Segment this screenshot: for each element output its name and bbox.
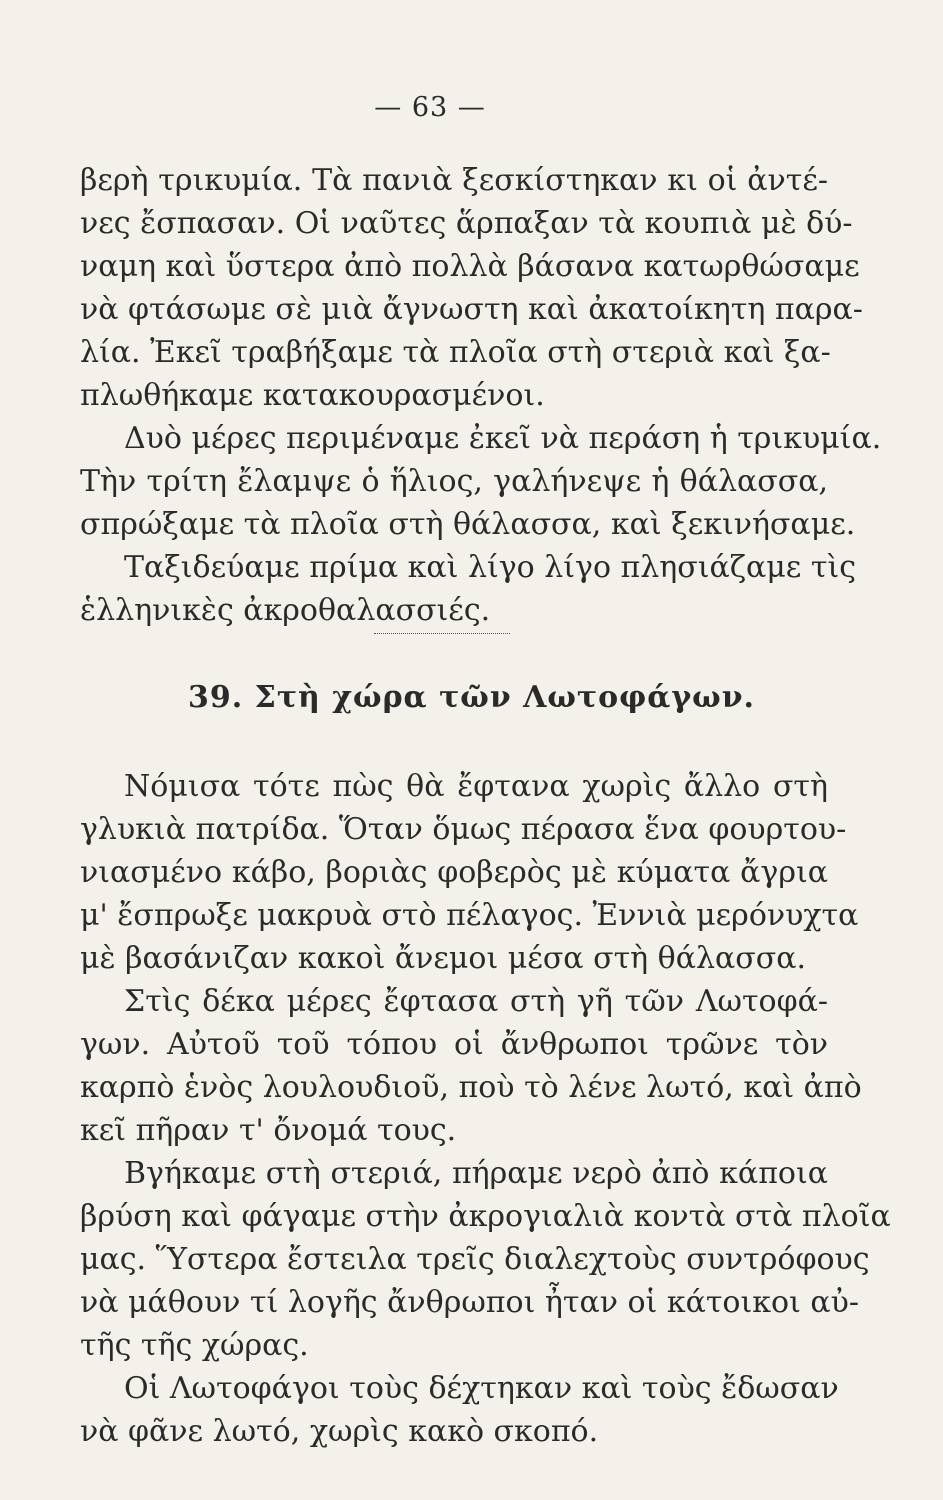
- text-line: γλυκιὰ πατρίδα. Ὅταν ὅμως πέρασα ἕνα φουρτου-: [80, 812, 847, 847]
- section-separator: [374, 633, 510, 634]
- chapter-title: 39. Στὴ χώρα τῶν Λωτοφάγων.: [188, 680, 755, 715]
- text-line: σπρώξαμε τὰ πλοῖα στὴ θάλασσα, καὶ ξεκινήσαμε.: [80, 507, 856, 542]
- text-line: ναμη καὶ ὕστερα ἀπὸ πολλὰ βάσανα κατωρθώσαμε: [80, 249, 860, 284]
- text-line: Ταξιδεύαμε πρίμα καὶ λίγο λίγο πλησιάζαμε τὶς: [124, 550, 857, 585]
- text-line: Δυὸ μέρες περιμέναμε ἐκεῖ νὰ περάση ἡ τρικυμία.: [124, 421, 882, 456]
- text-line: βρύση καὶ φάγαμε στὴν ἀκρογιαλιὰ κοντὰ στὰ πλοῖα: [80, 1199, 891, 1234]
- text-line: μὲ βασάνιζαν κακοὶ ἄνεμοι μέσα στὴ θάλασσα.: [80, 941, 807, 976]
- text-line: κεῖ πῆραν τ' ὄνομά τους.: [80, 1113, 457, 1148]
- text-line: Βγήκαμε στὴ στεριά, πήραμε νερὸ ἀπὸ κάποια: [124, 1156, 828, 1191]
- text-line: μ' ἔσπρωξε μακρυὰ στὸ πέλαγος. Ἐννιὰ μερόνυχτα: [80, 898, 859, 933]
- text-line: νὰ φᾶνε λωτό, χωρὶς κακὸ σκοπό.: [80, 1414, 599, 1449]
- text-line: Νόμισα τότε πὼς θὰ ἔφτανα χωρὶς ἄλλο στὴ: [124, 769, 828, 804]
- text-line: νιασμένο κάβο, βοριὰς φοβερὸς μὲ κύματα ἄγρια: [80, 855, 828, 890]
- text-line: νὰ μάθουν τί λογῆς ἄνθρωποι ἦταν οἱ κάτοικοι αὐ-: [80, 1285, 860, 1320]
- text-line: πλωθήκαμε κατακουρασμένοι.: [80, 378, 545, 413]
- text-line: λία. Ἐκεῖ τραβήξαμε τὰ πλοῖα στὴ στεριὰ καὶ ξα-: [80, 335, 831, 370]
- text-line: μας. Ὕστερα ἔστειλα τρεῖς διαλεχτοὺς συντρόφους: [80, 1242, 870, 1277]
- text-line: ἑλληνικὲς ἀκροθαλασσιές.: [80, 593, 491, 628]
- text-line: γων. Αὐτοῦ τοῦ τόπου οἱ ἄνθρωποι τρῶνε τὸν: [80, 1027, 828, 1062]
- text-line: Οἱ Λωτοφάγοι τοὺς δέχτηκαν καὶ τοὺς ἔδωσαν: [124, 1371, 839, 1406]
- page-number: — 63 —: [374, 92, 486, 123]
- text-line: βερὴ τρικυμία. Τὰ πανιὰ ξεσκίστηκαν κι οἱ ἀντέ-: [80, 163, 828, 198]
- text-line: νὰ φτάσωμε σὲ μιὰ ἄγνωστη καὶ ἀκατοίκητη παρα-: [80, 292, 863, 327]
- text-line: Τὴν τρίτη ἔλαμψε ὁ ἥλιος, γαλήνεψε ἡ θάλασσα,: [80, 464, 828, 499]
- text-line: τῆς τῆς χώρας.: [80, 1328, 309, 1363]
- text-line: νες ἔσπασαν. Οἱ ναῦτες ἅρπαξαν τὰ κουπιὰ μὲ δύ-: [80, 206, 853, 241]
- text-line: καρπὸ ἑνὸς λουλουδιοῦ, ποὺ τὸ λένε λωτό, καὶ ἀπὸ: [80, 1070, 862, 1105]
- text-line: Στὶς δέκα μέρες ἔφτασα στὴ γῆ τῶν Λωτοφά-: [124, 984, 828, 1019]
